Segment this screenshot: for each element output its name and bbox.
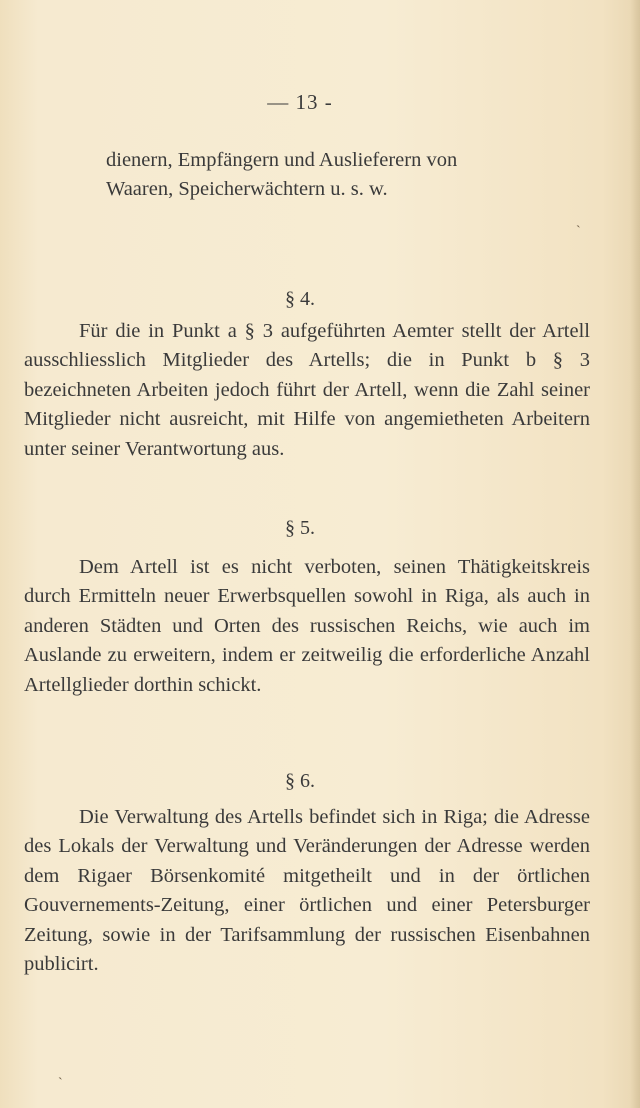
section-5-text: Dem Artell ist es nicht verboten, seinen Thätigkeitskreis durch Ermitteln neuer Erwerbsquellen sowohl in Riga, als auch in anderen Städten und Orten des russischen Reichs, wie auch im Auslande zu erweitern, indem er zeitweilig die erforderliche Anzahl Artellglieder dorthin schickt.	[24, 556, 590, 696]
section-5-paragraph	[24, 553, 590, 700]
intro-line-2: Waaren, Speicherwächtern u. s. w.	[106, 178, 388, 201]
page-edge-shadow	[630, 0, 640, 1108]
section-6-paragraph	[24, 803, 590, 979]
section-6-text: Die Verwaltung des Artells befindet sich in Riga; die Adresse des Lokals der Verwaltung und Veränderungen der Adresse werden dem Rigaer Börsenkomité mitgetheilt und in der örtlichen Gouvernements-Zeitung, einer örtlichen und einer Petersburger Zeitung, sowie in der Tarifsammlung der russischen Eisenbahnen publicirt.	[24, 806, 590, 976]
section-4-text: Für die in Punkt a § 3 aufgeführten Aemter stellt der Artell ausschliesslich Mitglieder des Artells; die in Punkt b § 3 bezeichneten Arbeiten jedoch führt der Artell, wenn die Zahl seiner Mitglieder nicht ausreicht, mit Hilfe von angemietheten Arbeitern unter seiner Verantwortung aus.	[24, 320, 590, 460]
intro-line-1: dienern, Empfängern und Auslieferern von	[106, 149, 458, 171]
section-4-paragraph	[24, 317, 590, 464]
ink-speck: ˋ	[58, 1076, 63, 1091]
intro-paragraph	[24, 146, 590, 205]
page-number: — 13 -	[267, 90, 333, 114]
section-6-title: § 6.	[285, 770, 315, 792]
ink-speck: ˋ	[576, 224, 581, 239]
section-4-title: § 4.	[285, 288, 315, 310]
section-5-title: § 5.	[285, 517, 315, 539]
